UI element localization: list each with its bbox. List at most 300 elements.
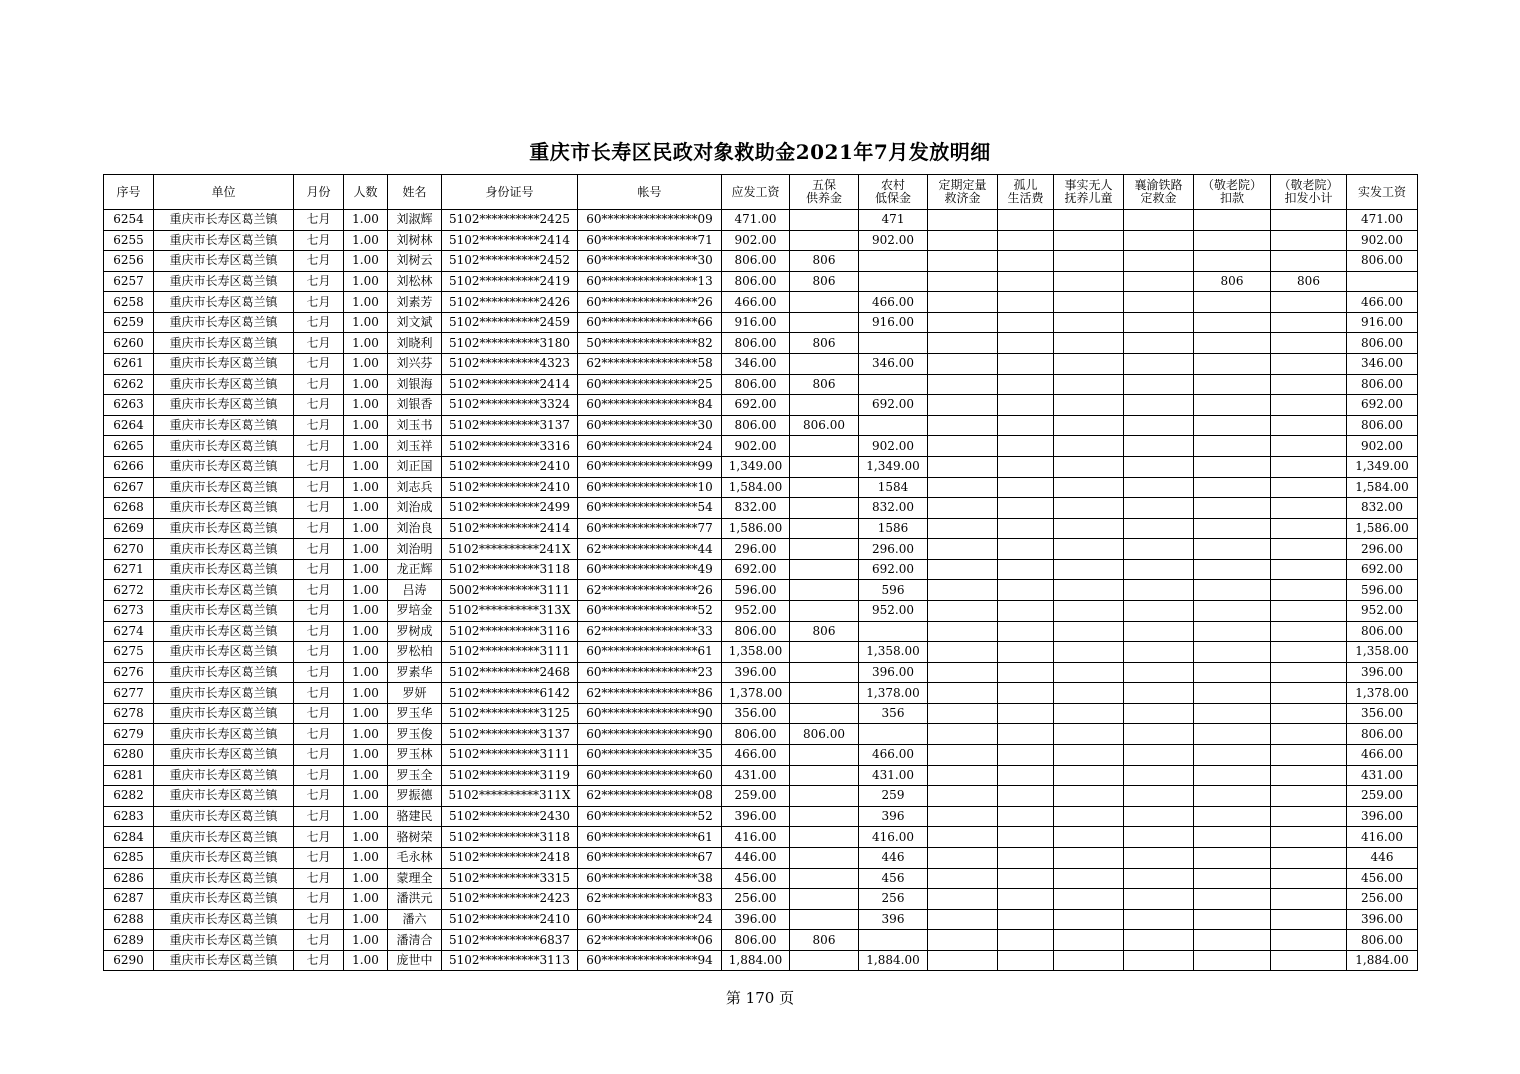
cell-xiangyu	[1124, 600, 1194, 621]
cell-orphan	[998, 415, 1054, 436]
cell-count: 1.00	[344, 909, 388, 930]
cell-dibao: 952.00	[859, 600, 928, 621]
cell-name: 罗树成	[388, 621, 442, 642]
cell-name: 罗玉林	[388, 745, 442, 766]
cell-xiangyu	[1124, 786, 1194, 807]
cell-id-number: 5102**********2419	[442, 271, 578, 292]
header-label: 定期定量	[938, 178, 987, 192]
cell-count: 1.00	[344, 868, 388, 889]
header-dingqi	[928, 175, 998, 210]
cell-count: 1.00	[344, 415, 388, 436]
cell-xiangyu	[1124, 539, 1194, 560]
cell-unit: 重庆市长寿区葛兰镇	[154, 415, 294, 436]
cell-month: 七月	[294, 827, 344, 848]
cell-dibao: 296.00	[859, 539, 928, 560]
cell-unattended-child	[1054, 786, 1124, 807]
cell-name: 刘治成	[388, 498, 442, 519]
cell-payable: 596.00	[722, 580, 790, 601]
cell-orphan	[998, 950, 1054, 971]
cell-nursing-subtotal	[1271, 559, 1347, 580]
table-body	[104, 210, 1418, 971]
cell-wubao: 806	[790, 930, 859, 951]
cell-net-pay: 471.00	[1347, 210, 1418, 231]
cell-dibao: 396	[859, 909, 928, 930]
cell-dingqi	[928, 456, 998, 477]
cell-dingqi	[928, 600, 998, 621]
cell-wubao	[790, 539, 859, 560]
cell-name: 罗松柏	[388, 642, 442, 663]
cell-account: 60****************25	[578, 374, 722, 395]
cell-account: 62****************06	[578, 930, 722, 951]
header-dibao	[859, 175, 928, 210]
table-row	[104, 539, 1418, 560]
table-row	[104, 600, 1418, 621]
cell-month: 七月	[294, 642, 344, 663]
cell-id-number: 5102**********3324	[442, 395, 578, 416]
cell-payable: 692.00	[722, 395, 790, 416]
cell-unattended-child	[1054, 600, 1124, 621]
cell-unattended-child	[1054, 498, 1124, 519]
cell-wubao	[790, 642, 859, 663]
table-row	[104, 930, 1418, 951]
cell-dibao: 902.00	[859, 230, 928, 251]
cell-account: 60****************52	[578, 600, 722, 621]
cell-payable: 806.00	[722, 930, 790, 951]
cell-account: 60****************99	[578, 456, 722, 477]
cell-month: 七月	[294, 950, 344, 971]
cell-count: 1.00	[344, 703, 388, 724]
cell-account: 60****************54	[578, 498, 722, 519]
cell-wubao: 806.00	[790, 724, 859, 745]
cell-wubao	[790, 230, 859, 251]
cell-unit: 重庆市长寿区葛兰镇	[154, 827, 294, 848]
cell-unattended-child	[1054, 312, 1124, 333]
cell-count: 1.00	[344, 312, 388, 333]
cell-month: 七月	[294, 251, 344, 272]
cell-dibao: 902.00	[859, 436, 928, 457]
cell-payable: 806.00	[722, 621, 790, 642]
cell-payable: 356.00	[722, 703, 790, 724]
cell-unit: 重庆市长寿区葛兰镇	[154, 662, 294, 683]
cell-xiangyu	[1124, 456, 1194, 477]
cell-nursing-deduct	[1194, 868, 1271, 889]
table-row	[104, 312, 1418, 333]
cell-seq: 6267	[104, 477, 154, 498]
cell-count: 1.00	[344, 456, 388, 477]
cell-orphan	[998, 765, 1054, 786]
cell-seq: 6286	[104, 868, 154, 889]
cell-month: 七月	[294, 745, 344, 766]
cell-nursing-subtotal	[1271, 354, 1347, 375]
cell-seq: 6290	[104, 950, 154, 971]
cell-dingqi	[928, 786, 998, 807]
cell-xiangyu	[1124, 662, 1194, 683]
cell-dibao: 1,884.00	[859, 950, 928, 971]
cell-unit: 重庆市长寿区葛兰镇	[154, 312, 294, 333]
cell-nursing-deduct	[1194, 354, 1271, 375]
cell-unattended-child	[1054, 806, 1124, 827]
cell-count: 1.00	[344, 950, 388, 971]
cell-account: 60****************61	[578, 827, 722, 848]
cell-xiangyu	[1124, 703, 1194, 724]
cell-seq: 6262	[104, 374, 154, 395]
cell-account: 50****************82	[578, 333, 722, 354]
cell-xiangyu	[1124, 230, 1194, 251]
cell-dibao: 446	[859, 847, 928, 868]
cell-dibao: 692.00	[859, 395, 928, 416]
cell-net-pay: 356.00	[1347, 703, 1418, 724]
header-label: 扣款	[1219, 191, 1244, 205]
cell-dibao: 1,358.00	[859, 642, 928, 663]
cell-count: 1.00	[344, 498, 388, 519]
cell-nursing-subtotal	[1271, 333, 1347, 354]
cell-orphan	[998, 312, 1054, 333]
cell-xiangyu	[1124, 477, 1194, 498]
cell-nursing-deduct	[1194, 251, 1271, 272]
cell-seq: 6275	[104, 642, 154, 663]
cell-id-number: 5102**********3137	[442, 724, 578, 745]
cell-nursing-deduct	[1194, 477, 1271, 498]
cell-seq: 6276	[104, 662, 154, 683]
cell-wubao	[790, 559, 859, 580]
cell-name: 刘兴芬	[388, 354, 442, 375]
cell-seq: 6268	[104, 498, 154, 519]
cell-xiangyu	[1124, 930, 1194, 951]
cell-unattended-child	[1054, 621, 1124, 642]
cell-dibao: 466.00	[859, 745, 928, 766]
cell-nursing-subtotal	[1271, 786, 1347, 807]
cell-orphan	[998, 518, 1054, 539]
table-row	[104, 765, 1418, 786]
cell-nursing-subtotal	[1271, 415, 1347, 436]
cell-net-pay: 416.00	[1347, 827, 1418, 848]
cell-account: 62****************58	[578, 354, 722, 375]
cell-id-number: 5102**********3125	[442, 703, 578, 724]
cell-seq: 6269	[104, 518, 154, 539]
cell-orphan	[998, 745, 1054, 766]
cell-seq: 6279	[104, 724, 154, 745]
cell-id-number: 5102**********2410	[442, 909, 578, 930]
cell-name: 刘正国	[388, 456, 442, 477]
cell-xiangyu	[1124, 642, 1194, 663]
cell-nursing-deduct	[1194, 456, 1271, 477]
header-label: 人数	[353, 184, 378, 199]
cell-account: 60****************77	[578, 518, 722, 539]
cell-unit: 重庆市长寿区葛兰镇	[154, 559, 294, 580]
cell-nursing-deduct	[1194, 498, 1271, 519]
cell-dingqi	[928, 765, 998, 786]
cell-unit: 重庆市长寿区葛兰镇	[154, 642, 294, 663]
cell-nursing-subtotal	[1271, 312, 1347, 333]
cell-account: 60****************94	[578, 950, 722, 971]
cell-unattended-child	[1054, 703, 1124, 724]
cell-id-number: 5102**********313X	[442, 600, 578, 621]
cell-nursing-deduct	[1194, 436, 1271, 457]
cell-account: 60****************71	[578, 230, 722, 251]
cell-payable: 902.00	[722, 436, 790, 457]
cell-name: 刘素芳	[388, 292, 442, 313]
cell-name: 罗振德	[388, 786, 442, 807]
cell-account: 60****************84	[578, 395, 722, 416]
cell-account: 60****************67	[578, 847, 722, 868]
cell-unattended-child	[1054, 745, 1124, 766]
cell-xiangyu	[1124, 292, 1194, 313]
table-row	[104, 950, 1418, 971]
cell-payable: 1,586.00	[722, 518, 790, 539]
cell-xiangyu	[1124, 354, 1194, 375]
page-number: 第 170 页	[725, 989, 795, 1007]
cell-orphan	[998, 395, 1054, 416]
cell-month: 七月	[294, 559, 344, 580]
cell-month: 七月	[294, 703, 344, 724]
cell-unit: 重庆市长寿区葛兰镇	[154, 498, 294, 519]
cell-nursing-deduct	[1194, 765, 1271, 786]
cell-nursing-deduct: 806	[1194, 271, 1271, 292]
cell-nursing-deduct	[1194, 333, 1271, 354]
cell-dingqi	[928, 333, 998, 354]
cell-dibao: 916.00	[859, 312, 928, 333]
cell-seq: 6259	[104, 312, 154, 333]
cell-month: 七月	[294, 230, 344, 251]
cell-wubao	[790, 909, 859, 930]
cell-wubao	[790, 292, 859, 313]
cell-payable: 396.00	[722, 909, 790, 930]
header-unit	[154, 175, 294, 210]
cell-count: 1.00	[344, 724, 388, 745]
cell-payable: 832.00	[722, 498, 790, 519]
cell-nursing-deduct	[1194, 415, 1271, 436]
cell-payable: 466.00	[722, 292, 790, 313]
cell-unit: 重庆市长寿区葛兰镇	[154, 518, 294, 539]
cell-xiangyu	[1124, 251, 1194, 272]
cell-nursing-deduct	[1194, 642, 1271, 663]
cell-unit: 重庆市长寿区葛兰镇	[154, 847, 294, 868]
cell-nursing-deduct	[1194, 374, 1271, 395]
cell-unattended-child	[1054, 210, 1124, 231]
table-row	[104, 292, 1418, 313]
cell-count: 1.00	[344, 642, 388, 663]
cell-id-number: 5102**********3119	[442, 765, 578, 786]
cell-dingqi	[928, 950, 998, 971]
cell-count: 1.00	[344, 662, 388, 683]
cell-count: 1.00	[344, 292, 388, 313]
cell-seq: 6274	[104, 621, 154, 642]
cell-wubao	[790, 683, 859, 704]
cell-net-pay: 1,584.00	[1347, 477, 1418, 498]
cell-nursing-deduct	[1194, 806, 1271, 827]
cell-nursing-deduct	[1194, 230, 1271, 251]
cell-seq: 6287	[104, 889, 154, 910]
cell-unit: 重庆市长寿区葛兰镇	[154, 271, 294, 292]
cell-xiangyu	[1124, 271, 1194, 292]
cell-net-pay: 596.00	[1347, 580, 1418, 601]
cell-unattended-child	[1054, 477, 1124, 498]
cell-nursing-subtotal	[1271, 909, 1347, 930]
cell-nursing-subtotal	[1271, 580, 1347, 601]
cell-net-pay: 832.00	[1347, 498, 1418, 519]
cell-orphan	[998, 930, 1054, 951]
cell-net-pay: 806.00	[1347, 724, 1418, 745]
cell-seq: 6288	[104, 909, 154, 930]
cell-id-number: 5102**********2414	[442, 230, 578, 251]
cell-payable: 806.00	[722, 415, 790, 436]
cell-xiangyu	[1124, 889, 1194, 910]
cell-id-number: 5102**********3315	[442, 868, 578, 889]
header-xiangyu	[1124, 175, 1194, 210]
cell-nursing-subtotal	[1271, 600, 1347, 621]
cell-nursing-deduct	[1194, 950, 1271, 971]
cell-unattended-child	[1054, 395, 1124, 416]
cell-dingqi	[928, 642, 998, 663]
cell-account: 60****************24	[578, 909, 722, 930]
cell-account: 62****************08	[578, 786, 722, 807]
cell-xiangyu	[1124, 559, 1194, 580]
cell-nursing-subtotal	[1271, 436, 1347, 457]
cell-wubao	[790, 847, 859, 868]
cell-account: 60****************24	[578, 436, 722, 457]
cell-count: 1.00	[344, 827, 388, 848]
header-row	[104, 175, 1418, 210]
cell-unattended-child	[1054, 354, 1124, 375]
cell-orphan	[998, 724, 1054, 745]
cell-xiangyu	[1124, 765, 1194, 786]
cell-wubao: 806.00	[790, 415, 859, 436]
cell-payable: 396.00	[722, 806, 790, 827]
cell-xiangyu	[1124, 724, 1194, 745]
cell-xiangyu	[1124, 847, 1194, 868]
cell-net-pay: 806.00	[1347, 930, 1418, 951]
relief-fund-table	[103, 174, 1418, 971]
cell-payable: 256.00	[722, 889, 790, 910]
cell-count: 1.00	[344, 210, 388, 231]
cell-unattended-child	[1054, 539, 1124, 560]
cell-account: 60****************38	[578, 868, 722, 889]
cell-count: 1.00	[344, 600, 388, 621]
cell-nursing-deduct	[1194, 600, 1271, 621]
cell-unattended-child	[1054, 436, 1124, 457]
cell-orphan	[998, 703, 1054, 724]
cell-dingqi	[928, 477, 998, 498]
cell-unit: 重庆市长寿区葛兰镇	[154, 745, 294, 766]
cell-unattended-child	[1054, 662, 1124, 683]
cell-nursing-subtotal	[1271, 703, 1347, 724]
cell-account: 60****************30	[578, 251, 722, 272]
header-account	[578, 175, 722, 210]
cell-xiangyu	[1124, 312, 1194, 333]
cell-name: 刘玉书	[388, 415, 442, 436]
cell-month: 七月	[294, 724, 344, 745]
table-row	[104, 745, 1418, 766]
cell-seq: 6254	[104, 210, 154, 231]
cell-unattended-child	[1054, 909, 1124, 930]
cell-net-pay: 806.00	[1347, 415, 1418, 436]
cell-unit: 重庆市长寿区葛兰镇	[154, 621, 294, 642]
table-row	[104, 518, 1418, 539]
cell-nursing-subtotal	[1271, 251, 1347, 272]
cell-xiangyu	[1124, 806, 1194, 827]
header-net-pay	[1347, 175, 1418, 210]
cell-unattended-child	[1054, 333, 1124, 354]
cell-orphan	[998, 600, 1054, 621]
cell-nursing-subtotal	[1271, 518, 1347, 539]
cell-orphan	[998, 642, 1054, 663]
cell-dingqi	[928, 580, 998, 601]
table-row	[104, 415, 1418, 436]
table-row	[104, 703, 1418, 724]
cell-net-pay: 446	[1347, 847, 1418, 868]
cell-count: 1.00	[344, 889, 388, 910]
cell-account: 60****************49	[578, 559, 722, 580]
cell-nursing-subtotal	[1271, 292, 1347, 313]
cell-net-pay: 1,586.00	[1347, 518, 1418, 539]
cell-wubao	[790, 518, 859, 539]
cell-dibao: 456	[859, 868, 928, 889]
cell-account: 60****************09	[578, 210, 722, 231]
cell-wubao	[790, 395, 859, 416]
cell-orphan	[998, 477, 1054, 498]
table-row	[104, 230, 1418, 251]
cell-dibao	[859, 333, 928, 354]
cell-unattended-child	[1054, 683, 1124, 704]
cell-dingqi	[928, 312, 998, 333]
cell-dingqi	[928, 395, 998, 416]
cell-seq: 6264	[104, 415, 154, 436]
table-row	[104, 354, 1418, 375]
cell-unit: 重庆市长寿区葛兰镇	[154, 354, 294, 375]
cell-dingqi	[928, 827, 998, 848]
cell-dingqi	[928, 498, 998, 519]
cell-dingqi	[928, 683, 998, 704]
cell-dibao: 346.00	[859, 354, 928, 375]
cell-month: 七月	[294, 683, 344, 704]
cell-orphan	[998, 847, 1054, 868]
cell-payable: 466.00	[722, 745, 790, 766]
cell-account: 62****************86	[578, 683, 722, 704]
cell-xiangyu	[1124, 909, 1194, 930]
cell-id-number: 5102**********2459	[442, 312, 578, 333]
cell-name: 罗玉俊	[388, 724, 442, 745]
cell-wubao	[790, 210, 859, 231]
cell-wubao	[790, 662, 859, 683]
cell-unattended-child	[1054, 230, 1124, 251]
cell-unattended-child	[1054, 415, 1124, 436]
cell-nursing-subtotal	[1271, 765, 1347, 786]
cell-account: 60****************90	[578, 724, 722, 745]
cell-nursing-subtotal	[1271, 498, 1347, 519]
cell-id-number: 5102**********3111	[442, 642, 578, 663]
cell-month: 七月	[294, 210, 344, 231]
cell-unattended-child	[1054, 868, 1124, 889]
cell-id-number: 5102**********2414	[442, 518, 578, 539]
cell-id-number: 5102**********2418	[442, 847, 578, 868]
cell-unit: 重庆市长寿区葛兰镇	[154, 374, 294, 395]
cell-nursing-deduct	[1194, 909, 1271, 930]
cell-month: 七月	[294, 354, 344, 375]
cell-month: 七月	[294, 621, 344, 642]
cell-wubao	[790, 868, 859, 889]
cell-seq: 6261	[104, 354, 154, 375]
header-label: 实发工资	[1357, 184, 1406, 199]
cell-name: 潘清合	[388, 930, 442, 951]
cell-wubao: 806	[790, 621, 859, 642]
cell-account: 60****************90	[578, 703, 722, 724]
cell-name: 刘银香	[388, 395, 442, 416]
cell-nursing-subtotal	[1271, 642, 1347, 663]
header-wubao	[790, 175, 859, 210]
cell-account: 60****************26	[578, 292, 722, 313]
cell-unattended-child	[1054, 827, 1124, 848]
cell-dingqi	[928, 703, 998, 724]
